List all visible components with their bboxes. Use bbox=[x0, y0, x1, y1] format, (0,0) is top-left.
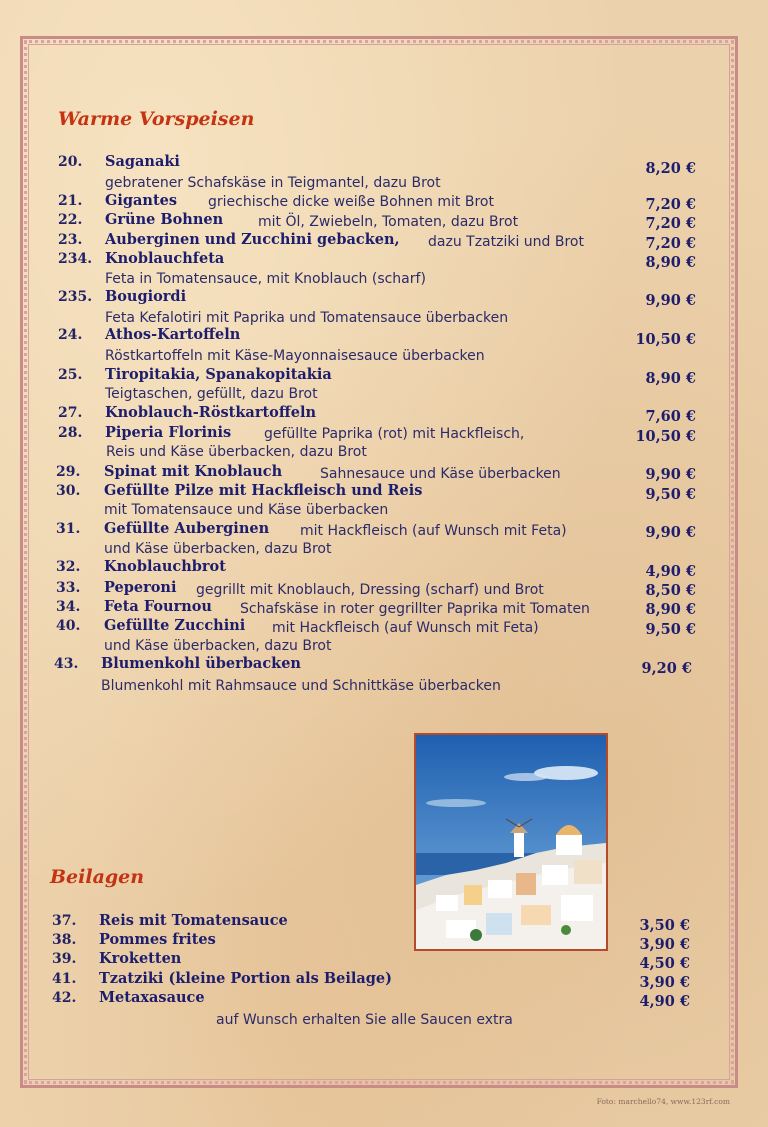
item-name: Tiropitakia, Spanakopitakia bbox=[105, 366, 332, 383]
item-price: 3,90 € bbox=[639, 974, 690, 991]
item-name: Athos-Kartoffeln bbox=[105, 326, 241, 343]
item-description: gegrillt mit Knoblauch, Dressing (scharf) und Brot bbox=[196, 582, 544, 598]
item-name: Kroketten bbox=[99, 950, 182, 967]
item-price: 4,50 € bbox=[639, 955, 690, 972]
item-description: Röstkartoffeln mit Käse-Mayonnaisesauce überbacken bbox=[105, 348, 485, 364]
item-price: 9,90 € bbox=[645, 466, 696, 483]
item-price: 8,50 € bbox=[645, 582, 696, 599]
item-name: Reis mit Tomatensauce bbox=[99, 912, 288, 929]
item-price: 3,90 € bbox=[639, 936, 690, 953]
item-name: Gefüllte Auberginen bbox=[104, 520, 270, 537]
item-name: Gefüllte Zucchini bbox=[104, 617, 246, 634]
item-description: Feta in Tomatensauce, mit Knoblauch (scharf) bbox=[105, 271, 426, 287]
item-name: Gefüllte Pilze mit Hackfleisch und Reis bbox=[104, 482, 423, 499]
item-name: Auberginen und Zucchini gebacken, bbox=[105, 231, 400, 248]
item-description: Sahnesauce und Käse überbacken bbox=[320, 466, 561, 482]
item-price: 9,50 € bbox=[645, 486, 696, 503]
section-title-beilagen: Beilagen bbox=[50, 866, 145, 888]
item-description: mit Öl, Zwiebeln, Tomaten, dazu Brot bbox=[258, 214, 519, 230]
item-name: Feta Fournou bbox=[104, 598, 212, 615]
item-price: 8,20 € bbox=[645, 160, 696, 177]
item-number: 30. bbox=[56, 483, 81, 499]
item-name: Saganaki bbox=[105, 153, 180, 170]
santorini-photo bbox=[414, 733, 608, 951]
item-name: Grüne Bohnen bbox=[105, 211, 224, 228]
item-number: 38. bbox=[52, 932, 77, 948]
santorini-illustration bbox=[416, 735, 606, 949]
item-name: Bougiordi bbox=[105, 288, 187, 305]
section-title-warme-vorspeisen: Warme Vorspeisen bbox=[58, 108, 255, 130]
item-description-2: und Käse überbacken, dazu Brot bbox=[104, 541, 332, 557]
item-number: 40. bbox=[56, 618, 81, 634]
item-description: Feta Kefalotiri mit Paprika und Tomatensauce überbacken bbox=[105, 310, 509, 326]
item-description: mit Hackfleisch (auf Wunsch mit Feta) bbox=[272, 620, 539, 636]
item-name: Knoblauchfeta bbox=[105, 250, 225, 267]
item-description: gebratener Schafskäse in Teigmantel, dazu Brot bbox=[105, 175, 441, 191]
item-price: 10,50 € bbox=[635, 331, 696, 348]
item-number: 235. bbox=[58, 289, 93, 305]
item-name: Knoblauch-Röstkartoffeln bbox=[105, 404, 317, 421]
item-number: 31. bbox=[56, 521, 81, 537]
item-number: 37. bbox=[52, 913, 77, 929]
item-description: Teigtaschen, gefüllt, dazu Brot bbox=[105, 386, 318, 402]
item-name: Spinat mit Knoblauch bbox=[104, 463, 283, 480]
photo-credit: Foto: marchello74, www.123rf.com bbox=[596, 1097, 730, 1106]
item-price: 4,90 € bbox=[645, 563, 696, 580]
item-number: 41. bbox=[52, 971, 77, 987]
item-description: mit Hackfleisch (auf Wunsch mit Feta) bbox=[300, 523, 567, 539]
item-number: 20. bbox=[58, 154, 83, 170]
item-number: 234. bbox=[58, 251, 93, 267]
item-price: 9,50 € bbox=[645, 621, 696, 638]
item-price: 7,20 € bbox=[645, 235, 696, 252]
item-number: 33. bbox=[56, 580, 81, 596]
item-description: gefüllte Paprika (rot) mit Hackfleisch, bbox=[264, 426, 525, 442]
item-number: 32. bbox=[56, 559, 81, 575]
item-description-2: Reis und Käse überbacken, dazu Brot bbox=[106, 444, 367, 460]
item-description: mit Tomatensauce und Käse überbacken bbox=[104, 502, 389, 518]
item-description-2: und Käse überbacken, dazu Brot bbox=[104, 638, 332, 654]
item-description: griechische dicke weiße Bohnen mit Brot bbox=[208, 194, 494, 210]
item-name: Knoblauchbrot bbox=[104, 558, 226, 575]
item-price: 7,20 € bbox=[645, 215, 696, 232]
item-number: 24. bbox=[58, 327, 83, 343]
item-name: Tzatziki (kleine Portion als Beilage) bbox=[99, 970, 392, 987]
item-price: 4,90 € bbox=[639, 993, 690, 1010]
item-price: 8,90 € bbox=[645, 601, 696, 618]
item-description: Blumenkohl mit Rahmsauce und Schnittkäse überbacken bbox=[101, 678, 501, 694]
item-number: 43. bbox=[54, 656, 79, 672]
item-number: 21. bbox=[58, 193, 83, 209]
item-price: 9,90 € bbox=[645, 292, 696, 309]
item-number: 29. bbox=[56, 464, 81, 480]
item-description: Schafskäse in roter gegrillter Paprika mit Tomaten bbox=[240, 601, 590, 617]
item-price: 3,50 € bbox=[639, 917, 690, 934]
item-number: 25. bbox=[58, 367, 83, 383]
item-name: Gigantes bbox=[105, 192, 178, 209]
item-price: 7,20 € bbox=[645, 196, 696, 213]
item-price: 7,60 € bbox=[645, 408, 696, 425]
item-price: 8,90 € bbox=[645, 254, 696, 271]
item-name: Blumenkohl überbacken bbox=[101, 655, 301, 672]
item-number: 27. bbox=[58, 405, 83, 421]
item-name: Metaxasauce bbox=[99, 989, 205, 1006]
item-number: 42. bbox=[52, 990, 77, 1006]
item-number: 39. bbox=[52, 951, 77, 967]
item-price: 9,90 € bbox=[645, 524, 696, 541]
item-number: 23. bbox=[58, 232, 83, 248]
item-number: 22. bbox=[58, 212, 83, 228]
item-name: Peperoni bbox=[104, 579, 177, 596]
item-name: Piperia Florinis bbox=[105, 424, 232, 441]
item-number: 34. bbox=[56, 599, 81, 615]
item-number: 28. bbox=[58, 425, 83, 441]
item-price: 9,20 € bbox=[641, 660, 692, 677]
item-price: 10,50 € bbox=[635, 428, 696, 445]
item-price: 8,90 € bbox=[645, 370, 696, 387]
item-description: dazu Tzatziki und Brot bbox=[428, 234, 584, 250]
sauce-note: auf Wunsch erhalten Sie alle Saucen extra bbox=[216, 1012, 513, 1028]
item-name: Pommes frites bbox=[99, 931, 216, 948]
